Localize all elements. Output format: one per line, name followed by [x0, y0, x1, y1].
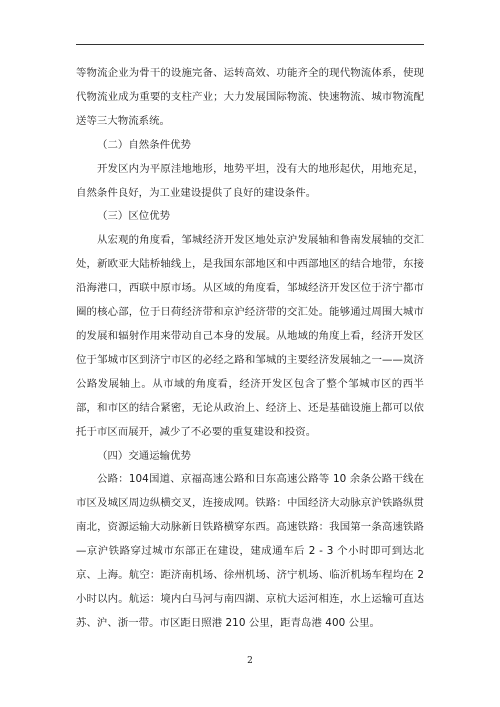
heading-natural-conditions: （二）自然条件优势: [97, 138, 191, 151]
paragraph-transport: 公路：104国道、京福高速公路和日东高速公路等 10 余条公路干线在市区及城区周边纵横交叉，连接成网。铁路：中国经济大动脉京沪铁路纵贯南北，资源运输大动脉新日铁路横穿东西。高速铁路：我国第一条高速铁路—京沪铁路穿过城市东部正在建设，建成通车后 2 - 3 个小时即可到达北京、上海。航空：距济南机场、徐州机场、济宁机场、临沂机场车程均在 2 小时以内。航运：境内白马河与南四湖、京杭大运河相连，水上运输可直达苏、沪、浙一带。市区距日照港 210 公里，距青岛港 400 公里。: [76, 473, 424, 629]
header-rule: [76, 44, 424, 45]
heading-transport: （四）交通运输优势: [97, 449, 191, 462]
page-number: 2: [247, 656, 253, 666]
heading-location: （三）区位优势: [97, 210, 171, 223]
text-body: [76, 62, 424, 636]
paragraph-logistics: 等物流企业为骨干的设施完备、运转高效、功能齐全的现代物流体系，使现代物流业成为重要的支柱产业；大力发展国际物流、快速物流、城市物流配送等三大物流系统。: [76, 67, 424, 127]
paragraph-location: 从宏观的角度看，邹城经济开发区地处京沪发展轴和鲁南发展轴的交汇处，新欧亚大陆桥轴线上，是我国东部地区和中西部地区的结合地带，东接沿海港口，西联中原市场。从区域的角度看，邹城经济开发区位于济宁都市圈的核心部，位于日荷经济带和京沪经济带的交汇处。能够通过周围大城市的发展和辐射作用来带动自己本身的发展。从地域的角度上看，经济开发区位于邹城市区到济宁市区的必经之路和邹城的主要经济发展轴之一——岚济公路发展轴上。从市域的角度看，经济开发区包含了整个邹城市区的西半部，和市区的结合紧密，无论从政治上、经济上、还是基础设施上都可以依托于市区而展开，减少了不必要的重复建设和投资。: [76, 234, 424, 438]
paragraph-natural-conditions: 开发区内为平原洼地地形，地势平坦，没有大的地形起伏，用地充足，自然条件良好，为工业建设提供了良好的建设条件。: [76, 162, 424, 199]
